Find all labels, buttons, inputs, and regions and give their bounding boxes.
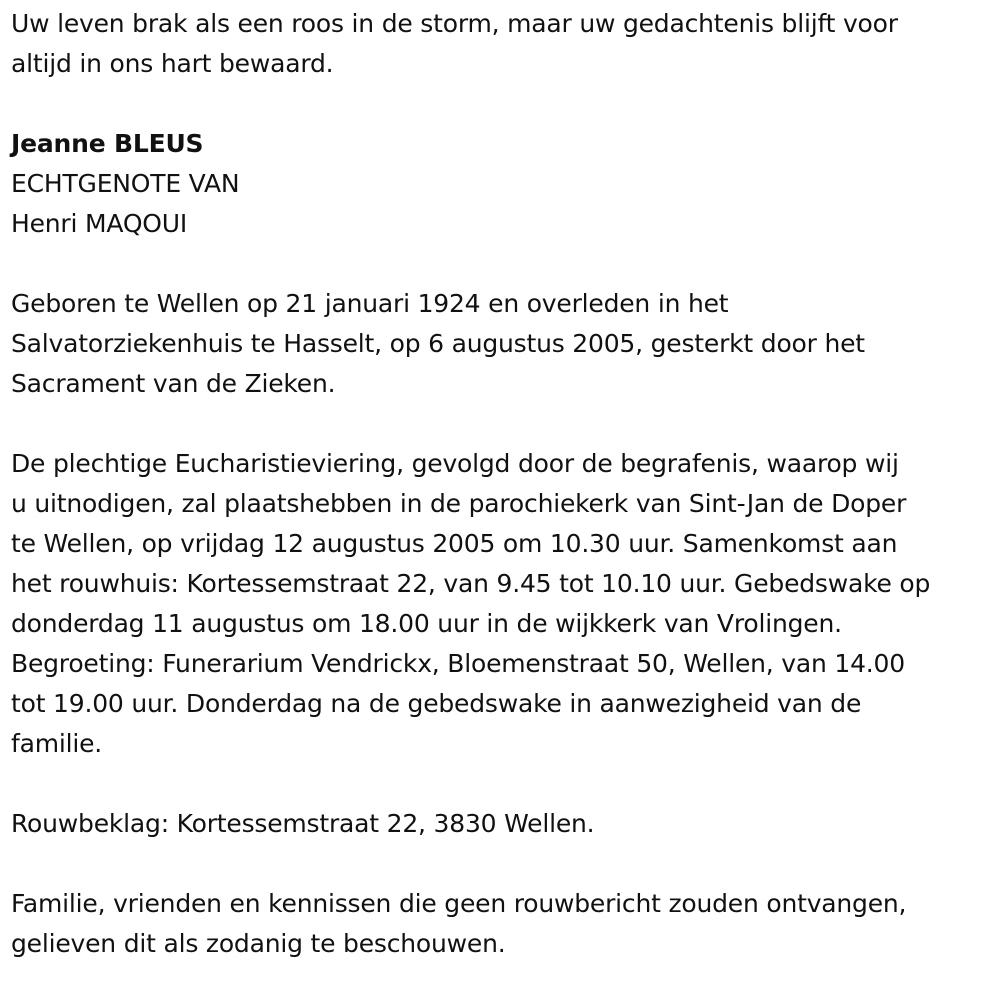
- spacer: [11, 84, 990, 124]
- birth-death-paragraph: [11, 284, 990, 404]
- ceremony-line: te Wellen, op vrijdag 12 augustus 2005 om 10.30 uur. Samenkomst aan: [11, 529, 898, 558]
- deceased-block: [11, 124, 990, 244]
- ceremony-line: het rouwhuis: Kortessemstraat 22, van 9.45 tot 10.10 uur. Gebedswake op: [11, 569, 931, 598]
- birth-death-line: Sacrament van de Zieken.: [11, 369, 336, 398]
- ceremony-line: tot 19.00 uur. Donderdag na de gebedswake in aanwezigheid van de: [11, 689, 862, 718]
- notice-line: Familie, vrienden en kennissen die geen rouwbericht zouden ontvangen,: [11, 889, 907, 918]
- ceremony-line: familie.: [11, 729, 103, 758]
- ceremony-paragraph: [11, 444, 990, 764]
- ceremony-line: Begroeting: Funerarium Vendrickx, Bloemenstraat 50, Wellen, van 14.00: [11, 649, 905, 678]
- spacer: [11, 844, 990, 884]
- spacer: [11, 764, 990, 804]
- ceremony-line: u uitnodigen, zal plaatshebben in de parochiekerk van Sint-Jan de Doper: [11, 489, 907, 518]
- deceased-name: Jeanne BLEUS: [11, 129, 204, 158]
- birth-death-line: Salvatorziekenhuis te Hasselt, op 6 augustus 2005, gesterkt door het: [11, 329, 865, 358]
- epitaph-line: altijd in ons hart bewaard.: [11, 49, 334, 78]
- condolences-paragraph: [11, 804, 990, 844]
- spacer: [11, 404, 990, 444]
- spouse-name: Henri MAQOUI: [11, 209, 188, 238]
- condolences-line: Rouwbeklag: Kortessemstraat 22, 3830 Wellen.: [11, 809, 595, 838]
- notice-paragraph: [11, 884, 990, 964]
- epitaph-paragraph: [11, 4, 990, 84]
- ceremony-line: donderdag 11 augustus om 18.00 uur in de wijkkerk van Vrolingen.: [11, 609, 842, 638]
- relation-label: ECHTGENOTE VAN: [11, 169, 240, 198]
- notice-line: gelieven dit als zodanig te beschouwen.: [11, 929, 506, 958]
- epitaph-line: Uw leven brak als een roos in de storm, maar uw gedachtenis blijft voor: [11, 9, 898, 38]
- ceremony-line: De plechtige Eucharistieviering, gevolgd door de begrafenis, waarop wij: [11, 449, 899, 478]
- birth-death-line: Geboren te Wellen op 21 januari 1924 en overleden in het: [11, 289, 729, 318]
- spacer: [11, 244, 990, 284]
